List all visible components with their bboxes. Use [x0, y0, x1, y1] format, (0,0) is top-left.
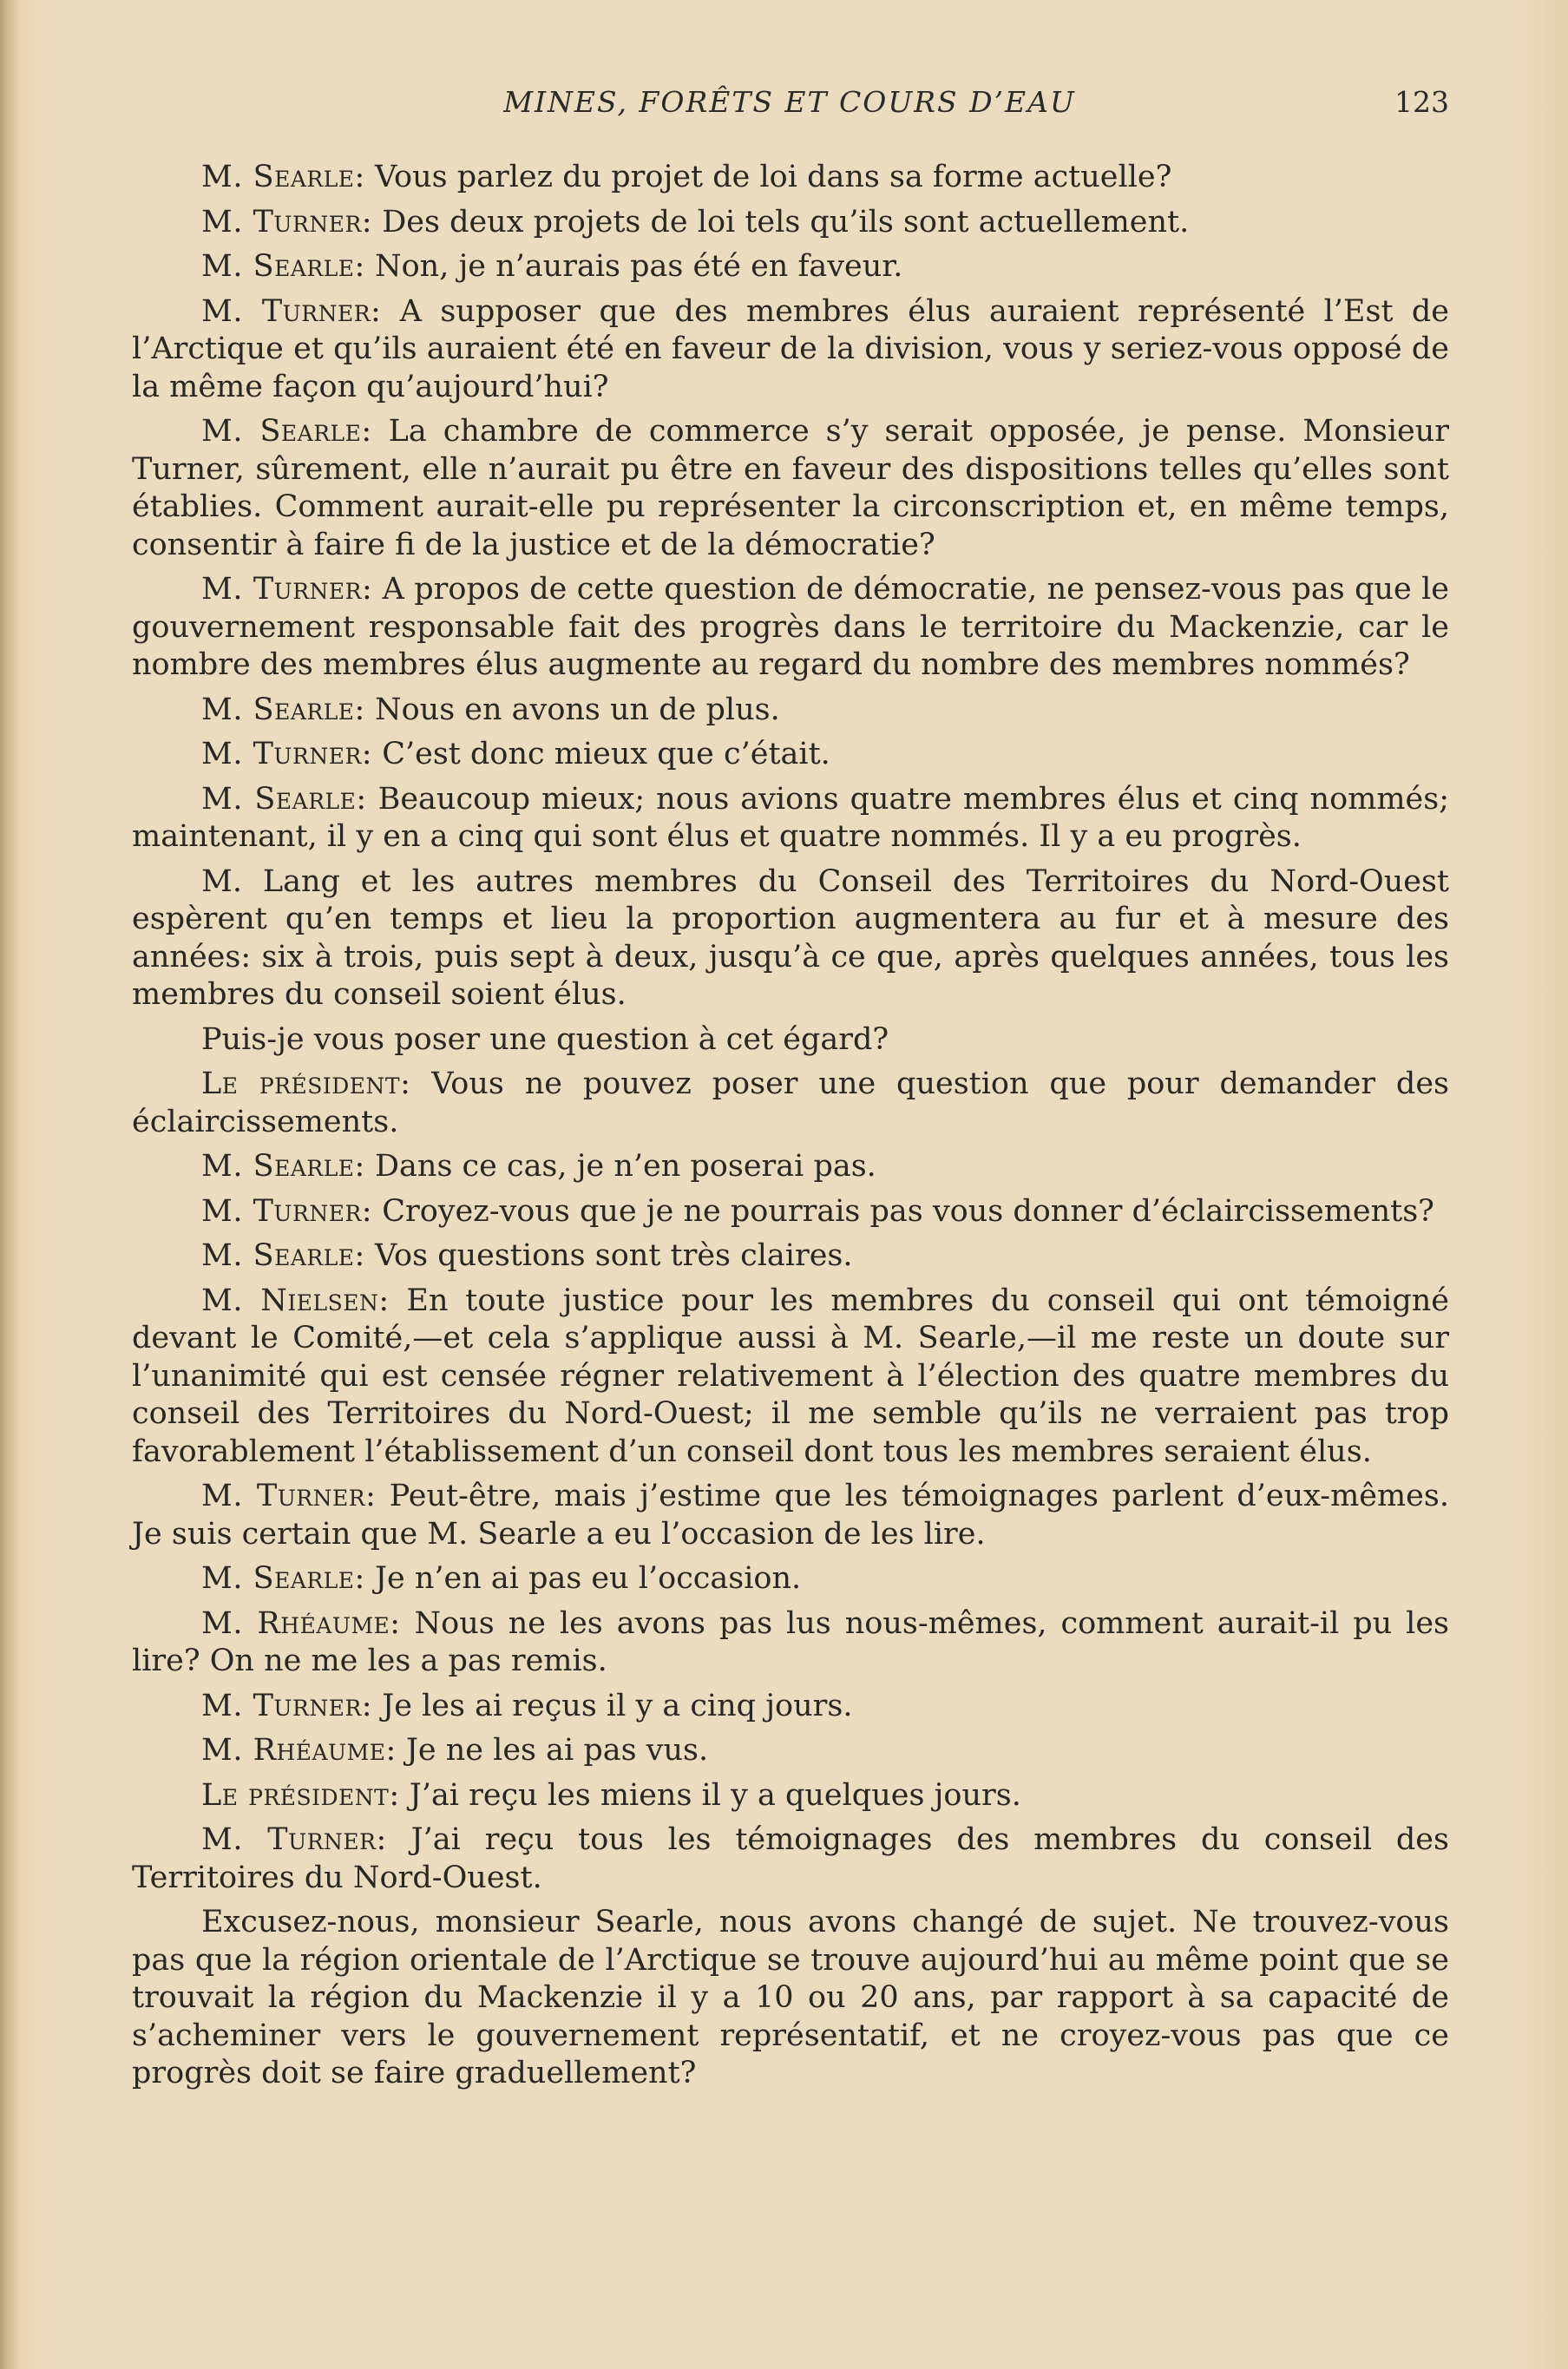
page-number: 123: [1394, 85, 1449, 119]
speaker-label: M. Rhéaume:: [201, 1733, 397, 1768]
paragraph-text: Nous ne les avons pas lus nous-mêmes, comment aurait-il pu les lire? On ne me les a pas remis.: [132, 1605, 1450, 1678]
paragraph-12: [132, 1066, 1449, 1141]
paragraph-5: [132, 413, 1449, 564]
running-header: [130, 85, 1449, 128]
paragraph-23: [132, 1821, 1449, 1897]
paragraph-text: A supposer que des membres élus auraient représenté l’Est de l’Arctique et qu’ils auraient été en faveur de la division, vous y seriez-vous opposé de la même façon qu’aujourd’hui?: [132, 293, 1449, 404]
speaker-label: Le président:: [201, 1777, 400, 1813]
paragraph-18: [132, 1560, 1449, 1598]
paragraph-text: J’ai reçu les miens il y a quelques jours.: [399, 1777, 1021, 1813]
paragraph-17: [132, 1478, 1449, 1553]
speaker-label: M. Turner:: [201, 737, 373, 771]
speaker-label: M. Turner:: [201, 572, 373, 607]
paragraph-text: En toute justice pour les membres du conseil qui ont témoigné devant le Comité,—et cela s’applique aussi à M. Searle,—il me reste un doute sur l’unanimité qui est censée régner relativement à l’élection des quatre membres du conseil des Territoires du Nord-Ouest; il me semble qu’ils ne verraient pas trop favorablement l’établissement d’un conseil dont tous les membres seraient élus.: [132, 1283, 1449, 1469]
paragraph-text: Je ne les ai pas vus.: [396, 1733, 709, 1768]
paragraph-text: J’ai reçu tous les témoignages des membres du conseil des Territoires du Nord-Ouest.: [132, 1822, 1449, 1895]
speaker-label: M. Searle:: [201, 160, 365, 194]
paragraph-11: [132, 1021, 1449, 1060]
speaker-label: Le président:: [201, 1066, 411, 1101]
paragraph-4: [132, 293, 1449, 407]
paragraph-9: [132, 781, 1449, 856]
speaker-label: M. Turner:: [201, 293, 382, 329]
speaker-label: M. Searle:: [201, 1561, 365, 1596]
paragraph-text: Dans ce cas, je n’en poserai pas.: [364, 1149, 876, 1184]
paragraph-text: Vous ne pouvez poser une question que pour demander des éclaircissements.: [132, 1066, 1450, 1139]
paragraph-8: [132, 736, 1449, 774]
paragraph-text: Beaucoup mieux; nous avions quatre membres élus et cinq nommés; maintenant, il y en a cinq qui sont élus et quatre nommés. Il y a eu progrès.: [132, 781, 1449, 854]
page-edge: [0, 0, 19, 2369]
paragraph-text: C’est donc mieux que c’était.: [372, 737, 830, 771]
speaker-label: M. Searle:: [201, 1149, 365, 1184]
paragraph-text: Vous parlez du projet de loi dans sa forme actuelle?: [364, 160, 1172, 194]
paragraph-20: [132, 1688, 1449, 1726]
speaker-label: M. Turner:: [201, 1479, 377, 1513]
paragraph-text: Des deux projets de loi tels qu’ils sont actuellement.: [372, 204, 1190, 240]
paragraph-text: Croyez-vous que je ne pourrais pas vous donner d’éclaircissements?: [372, 1193, 1434, 1229]
paragraph-text: Vos questions sont très claires.: [364, 1238, 853, 1273]
speaker-label: M. Searle:: [201, 414, 372, 449]
paragraph-1: [132, 159, 1449, 197]
speaker-label: M. Searle:: [201, 692, 365, 727]
paragraph-22: [132, 1777, 1449, 1815]
paragraph-text: Excusez-nous, monsieur Searle, nous avons changé de sujet. Ne trouvez-vous pas que la région orientale de l’Arctique se trouve aujourd’hui au même point que se trouvait la région du Mackenzie il y a 10 ou 20 ans, par rapport à sa capacité de s’acheminer vers le gouvernement représentatif, et ne croyez-vous pas que ce progrès doit se faire graduellement?: [132, 1905, 1449, 2090]
paragraph-13: [132, 1148, 1449, 1186]
transcript-text: [132, 159, 1449, 2100]
speaker-label: M. Turner:: [201, 204, 373, 240]
speaker-label: M. Turner:: [201, 1822, 387, 1857]
paragraph-24: [132, 1904, 1449, 2093]
paragraph-3: [132, 248, 1449, 286]
paragraph-6: [132, 571, 1449, 685]
paragraph-text: Non, je n’aurais pas été en faveur.: [364, 249, 903, 284]
paragraph-text: Peut-être, mais j’estime que les témoignages parlent d’eux-mêmes. Je suis certain que M. Searle a eu l’occasion de les lire.: [132, 1479, 1449, 1552]
speaker-label: M. Searle:: [201, 249, 365, 284]
speaker-label: M. Rhéaume:: [201, 1605, 401, 1641]
paragraph-text: Nous en avons un de plus.: [364, 692, 780, 727]
paragraph-10: [132, 863, 1449, 1014]
paragraph-14: [132, 1193, 1449, 1231]
paragraph-15: [132, 1237, 1449, 1276]
paragraph-19: [132, 1605, 1449, 1681]
paragraph-21: [132, 1732, 1449, 1770]
paragraph-text: Puis-je vous poser une question à cet égard?: [201, 1021, 889, 1057]
speaker-label: M. Searle:: [201, 781, 367, 817]
running-title: MINES, FORÊTS ET COURS D’EAU: [503, 85, 1076, 119]
speaker-label: M. Searle:: [201, 1238, 365, 1273]
speaker-label: M. Nielsen:: [201, 1283, 390, 1318]
paragraph-text: Je n’en ai pas eu l’occasion.: [364, 1561, 802, 1596]
paragraph-2: [132, 204, 1449, 242]
paragraph-text: Je les ai reçus il y a cinq jours.: [372, 1688, 853, 1723]
paragraph-7: [132, 692, 1449, 730]
paragraph-16: [132, 1283, 1449, 1472]
paragraph-text: M. Lang et les autres membres du Conseil des Territoires du Nord-Ouest espèrent qu’en temps et lieu la proportion augmentera au fur et à mesure des années: six à trois, puis sept à deux, jusqu’à ce que, après quelques années, tous les membres du conseil soient élus.: [132, 863, 1449, 1012]
speaker-label: M. Turner:: [201, 1688, 373, 1723]
paragraph-text: A propos de cette question de démocratie, ne pensez-vous pas que le gouvernement responsable fait des progrès dans le territoire du Mackenzie, car le nombre des membres élus augmente au regard du nombre des membres nommés?: [132, 572, 1449, 682]
paragraph-text: La chambre de commerce s’y serait opposée, je pense. Monsieur Turner, sûrement, elle n’aurait pu être en faveur des dispositions telles qu’elles sont établies. Comment aurait-elle pu représenter la circonscription et, en même temps, consentir à faire fi de la justice et de la démocratie?: [132, 414, 1449, 562]
speaker-label: M. Turner:: [201, 1193, 373, 1229]
